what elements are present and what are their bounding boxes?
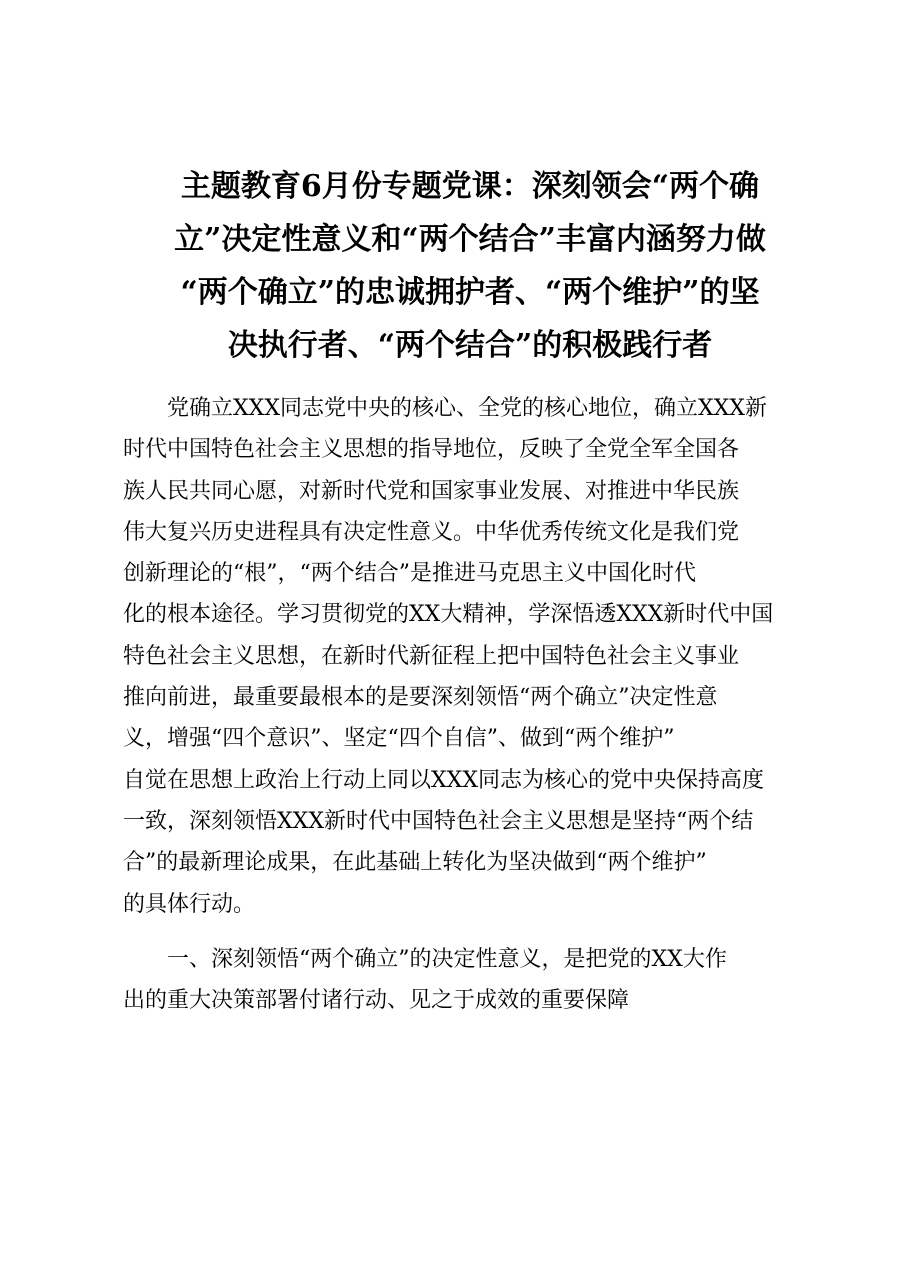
paragraph-line: 化的根本途径。学习贯彻党的XX大精神，学深悟透XXX新时代中国 bbox=[123, 602, 774, 628]
paragraph-line: 一致，深刻领悟XXX新时代中国特色社会主义思想是坚持“两个结 bbox=[123, 808, 754, 834]
paragraph-line: 族人民共同心愿，对新时代党和国家事业发展、对推进中华民族 bbox=[123, 478, 740, 504]
heading-line: 出的重大决策部署付诸行动、见之于成效的重要保障 bbox=[123, 988, 630, 1014]
section-heading-1 bbox=[123, 939, 823, 1022]
paragraph-line: 特色社会主义思想，在新时代新征程上把中国特色社会主义事业 bbox=[123, 643, 740, 669]
document-title bbox=[110, 160, 830, 372]
paragraph-line: 义，增强“四个意识”、坚定“四个自信”、做到“两个维护” bbox=[123, 726, 675, 752]
heading-line: 一、深刻领悟“两个确立”的决定性意义，是把党的XX大作 bbox=[167, 946, 727, 972]
paragraph-line: 自觉在思想上政治上行动上同以XXX同志为核心的党中央保持高度 bbox=[123, 767, 764, 793]
paragraph-line: 推向前进，最重要最根本的是要深刻领悟“两个确立”决定性意 bbox=[123, 685, 718, 711]
title-line: “两个确立”的忠诚拥护者、“两个维护”的坚 bbox=[180, 275, 760, 310]
paragraph-spacer bbox=[123, 925, 823, 939]
title-line: 决执行者、“两个结合”的积极践行者 bbox=[227, 328, 713, 363]
paragraph-line: 创新理论的“根”，“两个结合”是推进马克思主义中国化时代 bbox=[123, 561, 696, 587]
paragraph-line: 时代中国特色社会主义思想的指导地位，反映了全党全军全国各 bbox=[123, 437, 740, 463]
title-line: 主题教育6月份专题党课：深刻领会“两个确 bbox=[180, 169, 760, 204]
paragraph-line: 党确立XXX同志党中央的核心、全党的核心地位，确立XXX新 bbox=[167, 396, 767, 421]
paragraph-line: 的具体行动。 bbox=[123, 891, 256, 917]
paragraph-intro bbox=[123, 388, 823, 925]
paragraph-line: 伟大复兴历史进程具有决定性意义。中华优秀传统文化是我们党 bbox=[123, 519, 740, 545]
title-line: 立”决定性意义和“两个结合”丰富内涵努力做 bbox=[174, 222, 766, 257]
paragraph-line: 合”的最新理论成果，在此基础上转化为坚决做到“两个维护” bbox=[123, 850, 707, 876]
document-body bbox=[123, 388, 823, 1021]
